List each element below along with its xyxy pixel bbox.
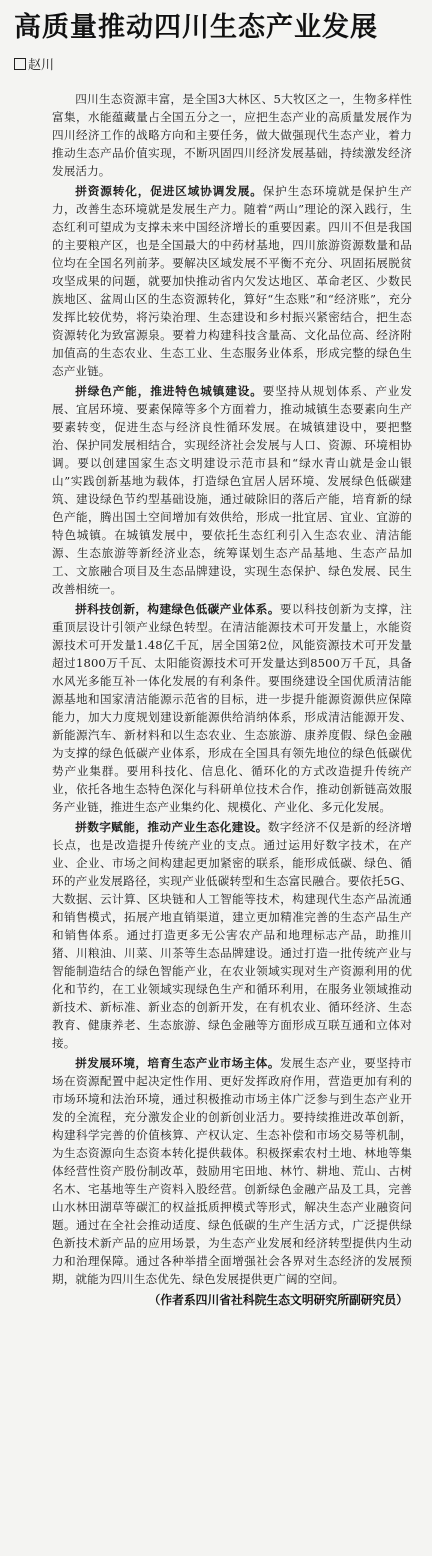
paragraph-development-environment <box>52 1054 412 1288</box>
paragraph-text: 四川生态资源丰富，是全国3大林区、5大牧区之一，生物多样性富集，水能蕴藏量占全国五分之一，应把生态产业的高质量发展作为四川经济工作的战略方向和主要任务，做大做强现代生态产业，着力推动生态产品价值实现，不断巩固四川经济发展基础，持续激发经济发展活力。 <box>52 92 412 178</box>
paragraph-text: 数字经济不仅是新的经济增长点，也是改造提升传统产业的支点。通过运用好数字技术，在产业、企业、市场之间构建起更加紧密的联系，能形成低碳、绿色、循环的产业发展路径，实现产业低碳转型和生态富民融合。要依托5G、大数据、云计算、区块链和人工智能等技术，构建现代生态产品流通和销售模式，拓展产地直销渠道，建立更加精准完善的生态产品生产和销售体系。通过打造更多无公害农产品和地理标志产品，助推川猪、川粮油、川菜、川茶等生态品牌建设。通过打造一批传统产业与智能制造结合的绿色智能产业，在农业领域实现对生产资源利用的优化和节约，在工业领域实现绿色生产和循环利用，在服务业领域推动新技术、新标准、新业态的创新开发，在有机农业、循环经济、生态教育、健康养老、生态旅游、绿色金融等方面形成互联互通和立体对接。 <box>52 820 413 1050</box>
paragraph-intro <box>52 90 412 180</box>
paragraph-text: 发展生态产业，要坚持市场在资源配置中起决定性作用、更好发挥政府作用，营造更加有利的市场环境和法治环境，通过积极推动市场主体广泛参与到生态产业开发的全流程，充分激发企业的创新创业活力。要持续推进改革创新，构建科学完善的价值核算、产权认定、生态补偿和市场交易等机制，为生态资源向生态资本转化提供载体。积极探索农村土地、林地等集体经营性资产股份制改革，鼓励用宅田地、林竹、耕地、荒山、古树名木、宅基地等生产资料入股经营。创新绿色金融产品及工具，完善山水林田湖草等碳汇的权益抵质押模式等形式，解决生态产业融资问题。通过在全社会推动适度、绿色低碳的生产生活方式，广泛提供绿色新技术新产品的应用场景，为生态产业发展和经济转型提供内生动力和治理保障。通过各种举措全面增强社会各界对生态经济的发展预期，就能为四川生态优先、绿色发展提供更广阔的空间。 <box>52 1056 412 1286</box>
paragraph-digital-empowerment <box>52 818 412 1052</box>
paragraph-text: 要以科技创新为支撑，注重顶层设计引领产业绿色转型。在清洁能源技术可开发量上，水能资源技术可开发量1.48亿千瓦，居全国第2位，风能资源技术可开发量超过1800万千瓦、太阳能资源技术可开发量达到8500万千瓦，具备水风光多能互补一体化发展的有利条件。要围绕建设全国优质清洁能源基地和国家清洁能源示范省的目标，进一步提升能源资源供应保障能力，加大力度规划建设新能源供给消纳体系，形成清洁能源开发、新能源汽车、新材料和以生态农业、生态旅游、康养度假、绿色金融为支撑的绿色低碳产业体系，形成在全国具有领先地位的绿色低碳优势产业集群。要用科技化、信息化、循环化的方式改造提升传统产业，依托各地生态特色深化与科研单位技术合作，推动创新链高效服务产业链，推进生态产业集约化、规模化、产业化、多元化发展。 <box>52 602 412 814</box>
paragraph-tech-innovation <box>52 600 412 816</box>
paragraph-lead: 拼资源转化，促进区域协调发展。 <box>75 184 263 198</box>
paragraph-green-capacity <box>52 382 412 598</box>
paragraph-resource-conversion <box>52 182 412 380</box>
paragraph-lead: 拼发展环境，培育生态产业市场主体。 <box>75 1056 280 1070</box>
paragraph-text: 要坚持从规划体系、产业发展、宜居环境、要素保障等多个方面着力，推动城镇生态要素向生产要素转变，促进生态与经济良性循环发展。在城镇建设中，要把整治、保护同发展相结合，实现经济社会发展与人口、资源、环境相协调。要以创建国家生态文明建设示范市县和“绿水青山就是金山银山”实践创新基地为载体，打造绿色宜居人居环境、发展绿色低碳建筑、建设绿色节约型基础设施，通过破除旧的落后产能，培育新的绿色产能，腾出国土空间增加有效供给，形成一批宜居、宜业、宜游的特色城镇。在城镇发展中，要依托生态红利引入生态农业、清洁能源、生态旅游等新经济业态，统筹谋划生态产品基地、生态产品加工、文旅融合项目及生态品牌建设，实现生态保护、绿色发展、民生改善相统一。 <box>52 384 412 596</box>
author-note: （作者系四川省社科院生态文明研究所副研究员） <box>148 1293 408 1307</box>
article-title: 高质量推动四川生态产业发展 <box>14 12 378 43</box>
byline-box-icon <box>14 58 26 70</box>
paragraph-lead: 拼科技创新，构建绿色低碳产业体系。 <box>75 602 280 616</box>
paragraph-lead: 拼数字赋能，推动产业生态化建设。 <box>75 820 268 834</box>
article-body <box>14 90 418 1310</box>
paragraph-text: 保护生态环境就是保护生产力，改善生态环境就是发展生产力。随着“两山”理论的深入践行，生态红利可望成为支撑未来中国经济增长的重要因素。四川不但是我国的主要粮产区，也是全国最大的中药材基地，四川旅游资源数量和品位均在全国名列前茅。要解决区域发展不平衡不充分、巩固拓展脱贫攻坚成果的问题，就要加快推动省内欠发达地区、革命老区、少数民族地区、盆周山区的生态资源转化，算好“生态账”和“经济账”，充分发挥比较优势，将污染治理、生态建设和乡村振兴紧密结合，把生态资源转化为致富源泉。要着力构建科技含量高、文化品位高、经济附加值高的生态农业、生态工业、生态服务业体系，形成完整的绿色生态产业链。 <box>52 184 412 378</box>
byline <box>14 54 418 78</box>
paragraph-lead: 拼绿色产能，推进特色城镇建设。 <box>75 384 263 398</box>
author-name: 赵川 <box>28 58 55 73</box>
